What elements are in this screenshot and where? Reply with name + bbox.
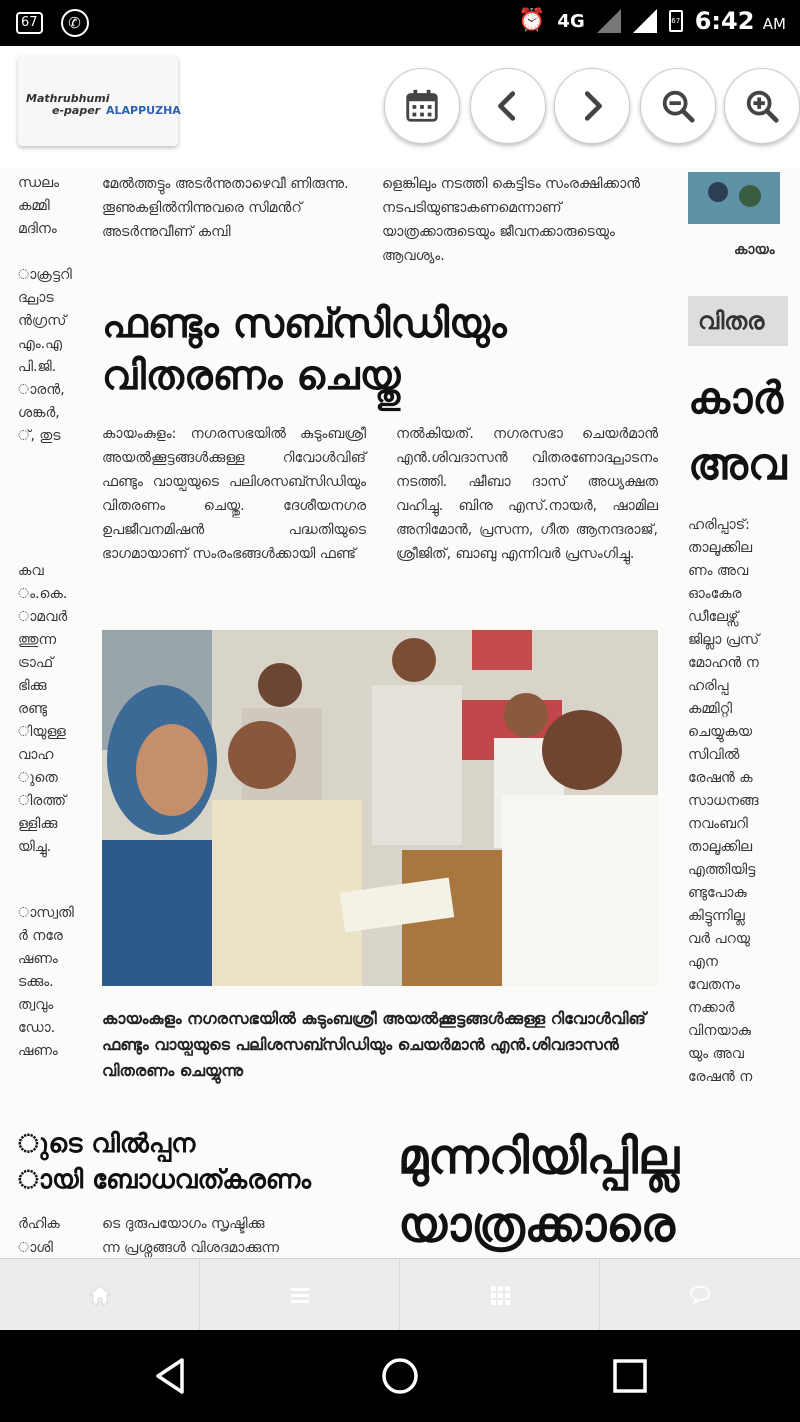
bottom-left-text: ർഹിക ാശി	[18, 1216, 60, 1256]
battery-icon: 67	[669, 10, 683, 32]
right-column-line: ചെയ്യുകയ	[688, 724, 753, 740]
news-photo	[102, 630, 658, 986]
left-column-line: ിയുള്ള	[18, 724, 66, 740]
grid-icon	[488, 1283, 512, 1307]
left-column-line: മദിനം	[18, 221, 57, 237]
right-column-line: എന	[688, 954, 718, 970]
system-nav-bar	[0, 1330, 800, 1422]
zoom-out-icon	[659, 87, 697, 125]
signal-icon-2	[633, 9, 657, 33]
app-toolbar	[0, 46, 800, 168]
left-column-line: ാമവർ	[18, 609, 68, 625]
right-column-line: വർ പറയു	[688, 931, 751, 947]
comment-button[interactable]	[600, 1259, 800, 1331]
next-page-button[interactable]	[554, 68, 630, 144]
right-column-line: ഹരിപ്പ	[688, 678, 729, 694]
right-headline: കാർ അവ	[688, 373, 787, 490]
left-column-line: ൻഗ്രസ്	[18, 313, 67, 329]
home-nav-icon[interactable]	[378, 1354, 422, 1398]
left-column-low	[18, 902, 78, 1063]
right-column-line: കമ്മിറ്റി	[688, 701, 733, 717]
bottom-left-body: ടെ ദുരുപയോഗം സൃഷ്ടിക്കു ന്ന പ്രശ്നങ്ങൾ വിശദമാക്കുന്ന	[102, 1216, 280, 1256]
left-column-line: ാരൻ,	[18, 382, 65, 398]
home-icon	[88, 1283, 112, 1307]
chevron-left-icon	[489, 87, 527, 125]
right-column-text	[688, 514, 800, 1089]
article-body-left: കായംകുളം: നഗരസഭയിൽ കുടുംബശ്രീ അയൽക്കൂട്ടങ്ങൾക്കുള്ള റിവോൾവിങ് ഫണ്ടും വായ്പയുടെ പലിശസബ്സിഡിയും വിതരണം ചെയ്തു. ദേശീയനഗര ഉപജീവനമിഷൻ പദ്ധതിയുടെ ഭാഗമായാണ് സംരംഭങ്ങൾക്കായി ഫണ്ട്	[102, 426, 366, 562]
right-column-line: ഡീലേഴ്സ്	[688, 609, 739, 625]
home-button[interactable]	[0, 1259, 200, 1331]
left-column-line: പി.ജി.	[18, 359, 57, 375]
zoom-in-button[interactable]	[724, 68, 800, 144]
right-thumb-caption: കായം	[734, 242, 775, 258]
left-column-line: കവ	[18, 563, 44, 579]
right-column-line: താലൂക്കില	[688, 540, 753, 556]
right-column-line: നക്കാർ	[688, 1000, 735, 1016]
right-column-line: രേഷൻ ക	[688, 770, 753, 786]
right-column-line: വേതനം	[688, 977, 740, 993]
recents-nav-icon[interactable]	[608, 1354, 652, 1398]
left-column-line: ാക്രട്ടറി	[18, 267, 72, 283]
left-column-line: ത്വവും	[18, 997, 54, 1013]
alarm-icon: ⏰	[518, 8, 546, 33]
top-right-text: ളെങ്കിലും നടത്തി കെട്ടിടം സംരക്ഷിക്കാൻ നടപടിയുണ്ടാകണമെന്നാണ് യാത്രക്കാരുടെയും ജീവനക്കാരുടെയും ആവശ്യം.	[382, 176, 641, 264]
left-column-line: രണ്ടു	[18, 701, 47, 717]
menu-button[interactable]	[200, 1259, 400, 1331]
left-column-line: ദ്ഘാട	[18, 290, 54, 306]
right-column-line: സാധനങ്ങ	[688, 793, 759, 809]
photo-caption: കായംകുളം നഗരസഭയിൽ കുടുംബശ്രീ അയൽക്കൂട്ടങ്ങൾക്കുള്ള റിവോൾവിങ് ഫണ്ടും വായ്പയുടെ പലിശസബ്സിഡിയും ചെയർമാൻ എൻ.ശിവദാസൻ വിതരണം ചെയ്യുന്നു	[102, 1009, 646, 1080]
right-column-line: മോഹൻ ന	[688, 655, 759, 671]
chevron-right-icon	[573, 87, 611, 125]
zoom-in-icon	[743, 87, 781, 125]
right-column-line: രേഷൻ ന	[688, 1069, 753, 1085]
left-column-line: ന്ധലം	[18, 175, 59, 191]
right-column-line: ണ്ടുപോകു	[688, 885, 747, 901]
right-label-box: വിതര	[688, 296, 788, 346]
right-column-line: ണം അവ	[688, 563, 749, 579]
network-type: 4G	[557, 10, 585, 32]
right-column-line: വിനയാകു	[688, 1023, 751, 1039]
mathrubhumi-logo[interactable]: Mathrubhumi e-paper ALAPPUZHA	[18, 56, 178, 146]
left-column-line: ഷണം	[18, 951, 58, 967]
left-column-line: ള്ളിക്കു	[18, 816, 58, 832]
left-column-line: ടക്കും.	[18, 974, 54, 990]
left-column-line	[18, 241, 78, 264]
menu-icon	[288, 1283, 312, 1307]
left-column-line: ം.കെ.	[18, 586, 68, 602]
back-nav-icon[interactable]	[148, 1354, 192, 1398]
right-column-line: എത്തിയിട്ട	[688, 862, 756, 878]
chat-bubble-icon	[688, 1283, 712, 1307]
right-thumbnail	[688, 172, 780, 224]
left-column-line: ത്തുന്ന	[18, 632, 57, 648]
status-bar	[0, 0, 800, 46]
top-left-text: മേൽത്തട്ടും അടർന്നുതാഴെവീ ണിരുന്നു. തൂണുകളിൽനിന്നുവരെ സിമൻറ് അടർന്നുവീണ് കമ്പി	[102, 176, 349, 240]
calendar-icon	[403, 87, 441, 125]
whatsapp-icon: ✆	[61, 9, 89, 37]
left-column-line: ുതെ	[18, 770, 58, 786]
epaper-page[interactable]	[0, 168, 800, 1258]
left-column-top	[18, 172, 78, 448]
signal-icon	[597, 9, 621, 33]
zoom-out-button[interactable]	[640, 68, 716, 144]
bottom-left-headline: ുടെ വിൽപ്പന ായി ബോധവത്കരണം	[18, 1129, 312, 1195]
left-column-line: കമ്മി	[18, 198, 50, 214]
grid-button[interactable]	[400, 1259, 600, 1331]
calendar-button[interactable]	[384, 68, 460, 144]
right-column-line: താലൂക്കില	[688, 839, 753, 855]
left-column-line: എം.എ	[18, 336, 63, 352]
previous-page-button[interactable]	[470, 68, 546, 144]
left-column-line: ഷണം	[18, 1043, 58, 1059]
right-column-line: ഓംകേര	[688, 586, 742, 602]
left-column-line: ിരത്ത്	[18, 793, 66, 809]
left-column-line: ട്രാഫ്	[18, 655, 54, 671]
main-headline: ഫണ്ടും സബ്സിഡിയും വിതരണം ചെയ്തു	[102, 301, 507, 399]
right-column-line: ജില്ലാ പ്രസ്	[688, 632, 760, 648]
left-column-mid	[18, 560, 78, 859]
left-column-line: ശങ്കർ,	[18, 405, 60, 421]
left-column-line: വാഹ	[18, 747, 54, 763]
notification-count-icon: 67	[16, 12, 43, 34]
left-column-line: ഡോ.	[18, 1020, 56, 1036]
right-column-line: കിട്ടുന്നില്ല	[688, 908, 745, 924]
bottom-right-headline: മുന്നറിയിപ്പില്ല യാത്രക്കാരെ	[398, 1129, 679, 1253]
left-column-line: ർ നരേ	[18, 928, 63, 944]
bottom-app-bar	[0, 1258, 800, 1331]
right-column-line: സിവിൽ	[688, 747, 740, 763]
left-column-line: ാസ്വതി	[18, 905, 74, 921]
right-column-line: ഹരിപ്പാട്:	[688, 517, 750, 533]
right-column-line: നവംബറി	[688, 816, 748, 832]
left-column-line: ്, തുട	[18, 428, 61, 444]
right-column-line: യും അവ	[688, 1046, 744, 1062]
clock: 6:42 AM	[694, 7, 786, 35]
left-column-line: ഭിക്കു	[18, 678, 47, 694]
article-body-right: നൽകിയത്. നഗരസഭാ ചെയർമാൻ എൻ.ശിവദാസൻ വിതരണോദ്ഘാടനം നടത്തി. ഷീബാ ദാസ് അധ്യക്ഷത വഹിച്ചു. ബിനു എസ്.നായർ, ഷാമില അനിമോൻ, പ്രസന്ന, ഗീത ആനന്ദരാജ്, ശ്രീജിത്, ബാബു എന്നിവർ പ്രസംഗിച്ചു.	[396, 426, 658, 562]
left-column-line: യിച്ചു.	[18, 839, 52, 855]
